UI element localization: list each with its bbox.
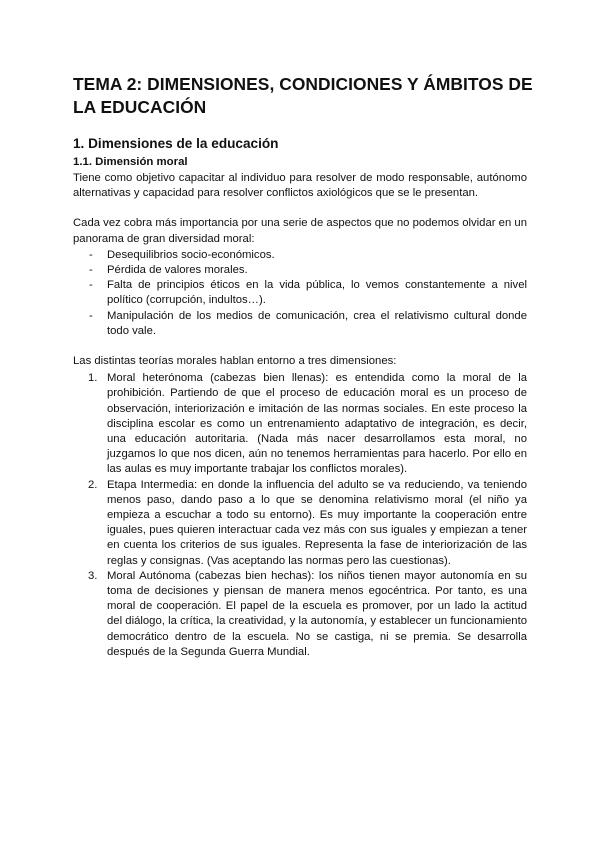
list-item-text: Falta de principios éticos en la vida pública, lo vemos constantemente a nivel político (corrupción, indultos…).	[107, 279, 527, 307]
dash-marker: -	[89, 309, 93, 322]
intro-paragraph: Tiene como objetivo capacitar al individuo para resolver de modo responsable, autónomo alternativas y capacidad para resolver conflictos axiológicos que se le presentan.	[73, 172, 527, 200]
paragraph-spacer	[73, 339, 527, 354]
subsection-heading: 1.1. Dimensión moral	[73, 156, 188, 168]
number-marker: 2.	[88, 478, 98, 491]
list-item	[73, 478, 527, 569]
list-item	[73, 278, 527, 308]
dash-marker: -	[89, 264, 93, 277]
dash-marker: -	[89, 248, 93, 261]
theories-paragraph: Las distintas teorías morales hablan entorno a tres dimensiones:	[73, 355, 397, 368]
list-item	[73, 371, 527, 477]
aspects-paragraph: Cada vez cobra más importancia por una serie de aspectos que no podemos olvidar en un panorama de gran diversidad moral:	[73, 217, 527, 245]
number-marker: 1.	[88, 372, 98, 385]
list-item	[73, 263, 527, 278]
document-title: TEMA 2: DIMENSIONES, CONDICIONES Y ÁMBITOS DE LA EDUCACIÓN	[73, 74, 533, 117]
list-item-text: Desequilibrios socio-económicos.	[107, 248, 275, 261]
list-item	[73, 248, 527, 263]
list-item-text: Manipulación de los medios de comunicación, crea el relativismo cultural donde todo vale.	[107, 309, 527, 337]
list-item-text: Etapa Intermedia: en donde la influencia del adulto se va reduciendo, va teniendo menos paso, dando paso a lo que se denomina relativismo moral (el niño ya empieza a escuchar a todo su entorno). Es muy importante la cooperación entre iguales, pues quieren interactuar cada vez más con sus iguales y empiezan a tener en cuenta los criterios de sus iguales. Representa la fase de interiorización de las reglas y consignas. (Vas aceptando las normas pero las cuestionas).	[107, 478, 527, 567]
section-heading: 1. Dimensiones de la educación	[73, 136, 279, 151]
number-marker: 3.	[88, 569, 98, 582]
document-body	[73, 135, 527, 660]
list-item-text: Moral heterónoma (cabezas bien llenas): es entendida como la moral de la prohibición. Partiendo de que el proceso de educación moral es un proceso de observación, interiorización e imitación de las normas sociales. En este proceso la disciplina escolar es como un entrenamiento adaptativo de integración, es decir, una educación autoritaria. (Nada más nacer desarrollamos esta moral, no juzgamos lo que nos dicen, aún no tenemos herramientas para hacerlo. Por ello en las aulas es muy importante trabajar los conflictos morales).	[107, 372, 527, 476]
paragraph-spacer	[73, 201, 527, 216]
list-item-text: Pérdida de valores morales.	[107, 264, 248, 277]
dash-marker: -	[89, 279, 93, 292]
list-item-text: Moral Autónoma (cabezas bien hechas): los niños tienen mayor autonomía en su toma de decisiones y piensan de manera menos egocéntrica. Por tanto, es una moral de cooperación. El papel de la escuela es promover, por un lado la actitud del diálogo, la crítica, la creatividad, y la autonomía, y establecer un funcionamiento democrático dentro de la escuela. No se castiga, ni se premia. Se desarrolla después de la Segunda Guerra Mundial.	[107, 569, 527, 658]
list-item	[73, 309, 527, 339]
aspects-list	[73, 248, 527, 339]
list-item	[73, 569, 527, 660]
dimensions-list	[73, 371, 527, 660]
